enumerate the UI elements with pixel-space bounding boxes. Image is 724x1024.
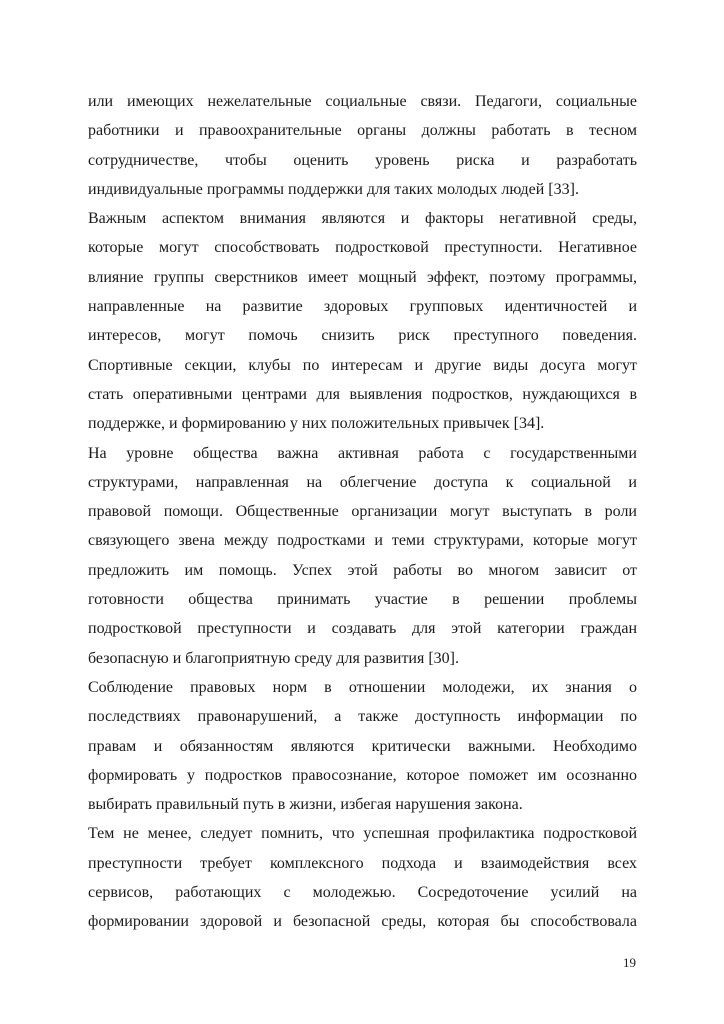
text-line: поддержке, и формированию у них положительных привычек [34]. xyxy=(88,415,545,433)
text-line: структурами, направленная на облегчение доступа к социальной и xyxy=(88,473,637,491)
text-line: сервисов, работающих с молодежью. Сосредоточение усилий на xyxy=(88,884,637,902)
text-line: предложить им помощь. Успех этой работы во многом зависит от xyxy=(88,561,637,579)
text-line: или имеющих нежелательные социальные связи. Педагоги, социальные xyxy=(88,93,637,110)
text-line: стать оперативными центрами для выявления подростков, нуждающихся в xyxy=(88,385,637,403)
text-line: направленные на развитие здоровых групповых идентичностей и xyxy=(88,298,637,316)
text-line: формировании здоровой и безопасной среды, которая бы способствовала xyxy=(88,913,637,931)
text-line: интересов, могут помочь снизить риск преступного поведения. xyxy=(88,327,637,345)
text-line: работники и правоохранительные органы должны работать в тесном xyxy=(88,122,637,140)
text-line: формировать у подростков правосознание, которое поможет им осознанно xyxy=(88,766,637,784)
text-line: Спортивные секции, клубы по интересам и другие виды досуга могут xyxy=(88,356,637,374)
paragraph-5 xyxy=(88,819,637,936)
text-line: влияние группы сверстников имеет мощный эффект, поэтому программы, xyxy=(88,268,637,286)
text-line: правам и обязанностям являются критически важными. Необходимо xyxy=(88,737,637,755)
text-line: готовности общества принимать участие в решении проблемы xyxy=(88,591,637,609)
text-line: последствиях правонарушений, а также доступность информации по xyxy=(88,708,637,726)
text-line: преступности требует комплексного подхода и взаимодействия всех xyxy=(88,854,637,872)
text-line: Соблюдение правовых норм в отношении молодежи, их знания о xyxy=(88,678,637,696)
text-line: подростковой преступности и создавать для этой категории граждан xyxy=(88,620,637,638)
text-line: которые могут способствовать подростковой преступности. Негативное xyxy=(88,239,637,257)
text-line: выбирать правильный путь в жизни, избегая нарушения закона. xyxy=(88,796,523,814)
text-line: безопасную и благоприятную среду для развития [30]. xyxy=(88,649,460,667)
text-line: Тем не менее, следует помнить, что успешная профилактика подростковой xyxy=(88,825,637,843)
body-text xyxy=(88,87,637,937)
text-line: На уровне общества важна активная работа с государственными xyxy=(88,444,637,462)
text-line: Важным аспектом внимания являются и факторы негативной среды, xyxy=(88,210,637,228)
text-line: сотрудничестве, чтобы оценить уровень риска и разработать xyxy=(88,151,637,169)
text-line: связующего звена между подростками и теми структурами, которые могут xyxy=(88,532,637,550)
paragraph-3 xyxy=(88,439,637,673)
text-line: правовой помощи. Общественные организации могут выступать в роли xyxy=(88,503,637,521)
page-number: 19 xyxy=(623,955,636,970)
text-line: индивидуальные программы поддержки для таких молодых людей [33]. xyxy=(88,180,579,198)
paragraph-2 xyxy=(88,204,637,438)
paragraph-1 xyxy=(88,87,637,204)
paragraph-4 xyxy=(88,673,637,819)
